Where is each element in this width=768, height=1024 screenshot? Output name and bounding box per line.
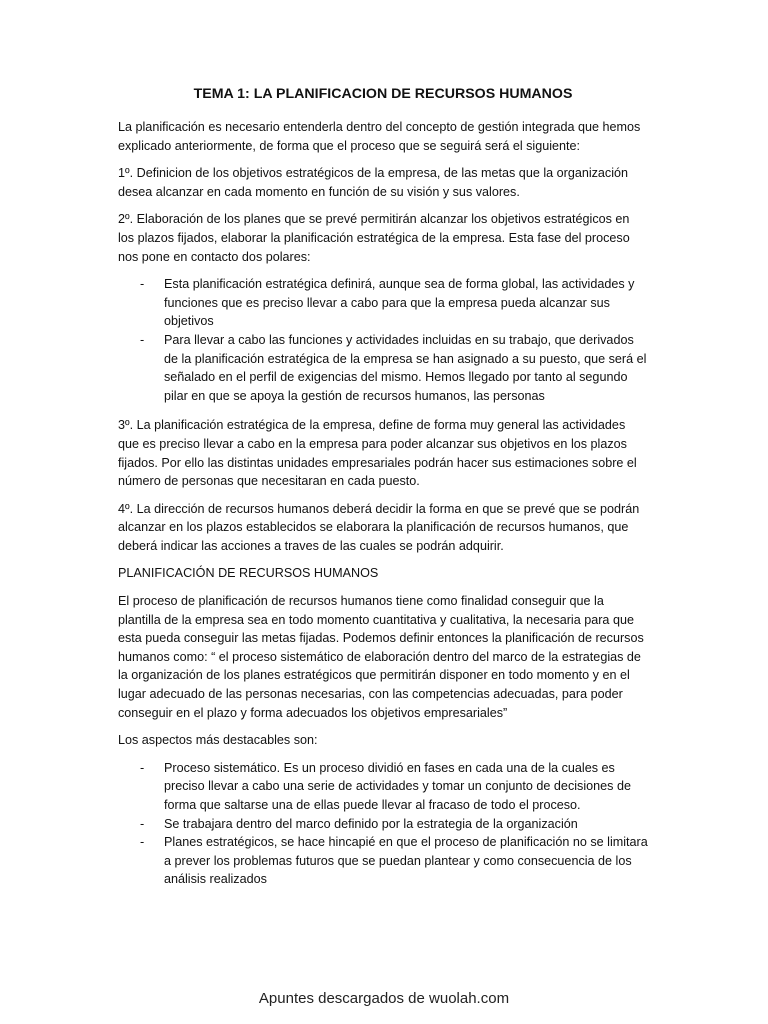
list-item-text: Esta planificación estratégica definirá, aunque sea de forma global, las actividades y funciones que es preciso llevar a cabo para que la empresa pueda alcanzar sus objetivos (164, 277, 635, 329)
document-title: TEMA 1: LA PLANIFICACION DE RECURSOS HUMANOS (193, 86, 573, 102)
list-item (118, 331, 648, 405)
bullet-list-2 (118, 759, 648, 889)
aspects-intro: Los aspectos más destacables son: (118, 733, 318, 748)
list-item (118, 815, 648, 834)
dash-bullet: - (140, 760, 145, 775)
step-3-paragraph: 3º. La planificación estratégica de la empresa, define de forma muy general las actividades que es preciso llevar a cabo en la empresa para poder alcanzar sus objetivos en los plazos fijados. Por ello las distintas unidades empresariales podrán hacer sus estimaciones sobre el número de personas que necesitaran en cada puesto. (118, 418, 637, 489)
dash-bullet: - (140, 835, 145, 850)
step-4-paragraph: 4º. La dirección de recursos humanos deberá decidir la forma en que se prevé que se podrán alcanzar en los plazos establecidos se elaborara la planificación de recursos humanos, que deberá indicar las acciones a traves de las cuales se podrán adquirir. (118, 501, 640, 553)
section-paragraph: El proceso de planificación de recursos humanos tiene como finalidad conseguir que la plantilla de la empresa sea en todo momento cuantitativa y cualitativa, la necesaria para que esta pueda conseguir las metas fijadas. Podemos definir entonces la planificación de recursos humanos como: “ el proceso sistemático de elaboración dentro del marco de la estrategias de la organización de los planes estratégicos que permitirán disponer en todo momento y en el lugar adecuado de las personas necesarias, con las competencias adecuadas, para poder conseguir en el plazo y forma adecuados los objetivos empresariales” (118, 594, 644, 720)
list-item-text: Planes estratégicos, se hace hincapié en que el proceso de planificación no se limitara a prever los problemas futuros que se puedan plantear y como consecuencia de los análisis realizados (164, 835, 648, 887)
step-1-paragraph: 1º. Definicion de los objetivos estratégicos de la empresa, de las metas que la organización desea alcanzar en cada momento en función de su visión y sus valores. (118, 166, 629, 199)
list-item (118, 833, 648, 889)
list-item (118, 275, 648, 331)
step-2-paragraph: 2º. Elaboración de los planes que se prevé permitirán alcanzar los objetivos estratégicos en los plazos fijados, elaborar la planificación estratégica de la empresa. Esta fase del proceso nos pone en contacto dos polares: (118, 212, 630, 264)
list-item (118, 759, 648, 815)
dash-bullet: - (140, 277, 145, 292)
bullet-list-1 (118, 275, 648, 405)
dash-bullet: - (140, 332, 145, 347)
list-item-text: Se trabajara dentro del marco definido por la estrategia de la organización (164, 816, 578, 831)
download-footer: Apuntes descargados de wuolah.com (258, 990, 510, 1007)
list-item-text: Para llevar a cabo las funciones y actividades incluidas en su trabajo, que derivados de la planificación estratégica de la empresa se han asignado a su puesto, que será el señalado en el perfil de exigencias del mismo. Hemos llegado por tanto al segundo pilar en que se apoya la gestión de recursos humanos, las personas (164, 332, 647, 403)
intro-paragraph: La planificación es necesario entenderla dentro del concepto de gestión integrada que hemos explicado anteriormente, de forma que el proceso que se seguirá será el siguiente: (118, 120, 641, 153)
document-page (118, 84, 648, 900)
section-heading: PLANIFICACIÓN DE RECURSOS HUMANOS (118, 566, 379, 581)
list-item-text: Proceso sistemático. Es un proceso dividió en fases en cada una de la cuales es preciso llevar a cabo una serie de actividades y tomar un conjunto de decisiones de forma que saltarse una de ellas puede llevar al fracaso de todo el proceso. (164, 760, 631, 812)
dash-bullet: - (140, 816, 145, 831)
